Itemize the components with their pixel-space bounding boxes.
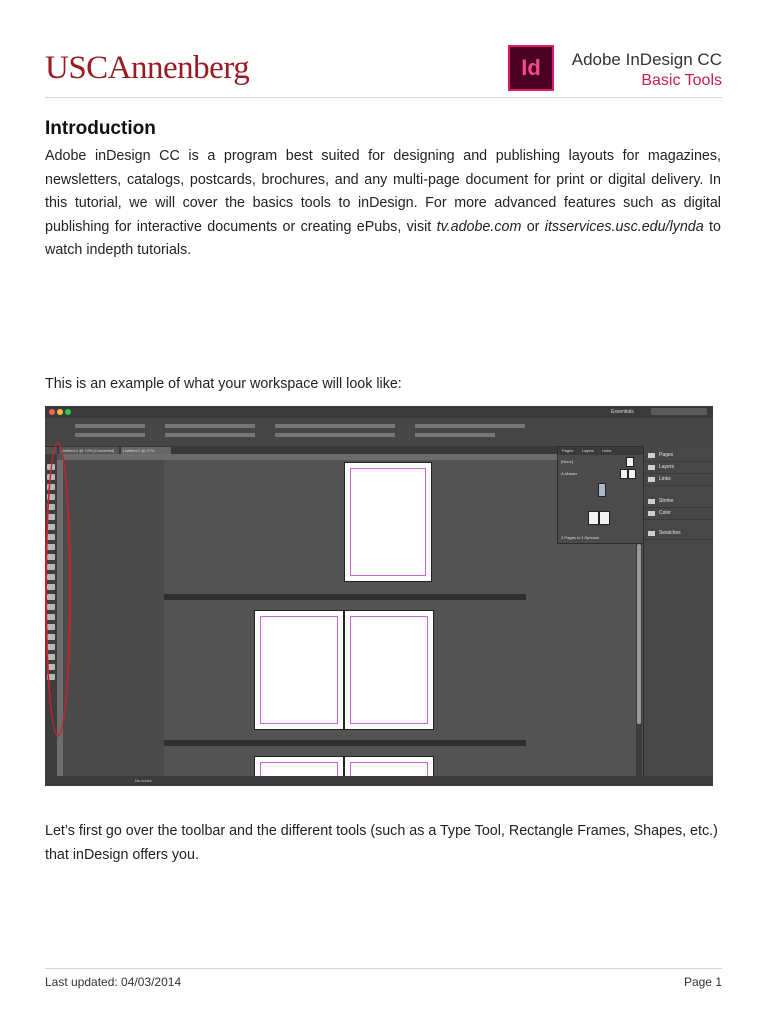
panel-tab-layers: Layers — [582, 448, 595, 453]
pages-panel — [557, 446, 645, 544]
workspace-caption: This is an example of what your workspace will look like: — [45, 376, 402, 392]
intro-text-1: Adobe inDesign CC is a program best suited for designing and publishing layouts for magazines, newsletters, catalogs, postcards, brochures, and any multi-page document for print or digital delivery. In this tutorial, we will cover the basics tools to inDesign. For more advanced features such as digital publishing for interactive documents or creating ePubs, visit — [45, 148, 721, 235]
intro-paragraph — [45, 145, 721, 263]
page-3 — [344, 610, 434, 730]
color-icon — [648, 511, 655, 516]
swatches-icon — [648, 531, 655, 536]
status-bar — [45, 776, 713, 786]
layers-icon — [648, 465, 655, 470]
dock-swatches: Swatches — [644, 528, 713, 540]
dock-stroke: Stroke — [644, 496, 713, 508]
logo-annenberg: Annenberg — [107, 50, 250, 86]
indesign-logo-icon — [508, 45, 554, 91]
search-field — [651, 408, 707, 415]
last-updated: Last updated: 04/03/2014 — [45, 975, 182, 989]
intro-text-3: to watch indepth tutorials. — [45, 218, 721, 258]
intro-text-2: or — [521, 218, 545, 235]
header-divider — [45, 97, 722, 98]
panel-footer: 3 Pages in 3 Spreads — [561, 535, 600, 540]
page-1 — [344, 462, 432, 582]
pages-icon — [648, 453, 655, 458]
spread-2 — [164, 600, 526, 740]
dock-color: Color — [644, 508, 713, 520]
link-tv-adobe[interactable]: tv.adobe.com — [436, 218, 522, 235]
panel-master: A-Master — [561, 471, 578, 476]
dock-pages: Pages — [644, 450, 713, 462]
doc-tab-1: Untitled-1 @ 74% [Converted] — [59, 447, 119, 454]
logo-usc: USC — [45, 50, 108, 86]
close-dot-icon — [49, 409, 55, 415]
doc-tab-2: Untitled-2 @ 27% — [121, 447, 171, 454]
document-canvas — [164, 460, 526, 780]
header-title: Adobe InDesign CC — [571, 50, 722, 69]
workspace-screenshot — [45, 406, 713, 786]
panel-tab-pages: Pages — [562, 448, 574, 453]
app-titlebar — [45, 406, 713, 418]
dock-layers: Layers — [644, 462, 713, 474]
toolbar-caption: Let’s first go over the toolbar and the different tools (such as a Type Tool, Rectangle Frames, Shapes, etc.) that inDesign offers you. — [45, 823, 718, 863]
workspace-essentials: Essentials — [611, 409, 634, 415]
usc-annenberg-logo — [45, 52, 249, 85]
status-text: No errors — [135, 778, 152, 783]
panel-dock — [643, 446, 713, 780]
stroke-icon — [648, 499, 655, 504]
panel-none: [None] — [561, 459, 573, 464]
header-subtitle: Basic Tools — [641, 72, 722, 89]
panel-tab-links: Links — [602, 448, 612, 453]
toolbar-highlight-oval — [45, 442, 71, 737]
page-2 — [254, 610, 344, 730]
zoom-dot-icon — [65, 409, 71, 415]
links-icon — [648, 477, 655, 482]
link-itsservices[interactable]: itsservices.usc.edu/lynda — [544, 218, 704, 235]
badge-label: Id — [521, 55, 541, 80]
document-tabs — [57, 446, 637, 454]
dock-links: Links — [644, 474, 713, 486]
minimize-dot-icon — [57, 409, 63, 415]
pasteboard — [63, 460, 164, 780]
spread-1 — [164, 460, 526, 594]
control-panel — [45, 418, 713, 447]
section-heading: Introduction — [45, 118, 156, 139]
page-number: Page 1 — [683, 975, 722, 989]
footer-divider — [45, 968, 722, 969]
